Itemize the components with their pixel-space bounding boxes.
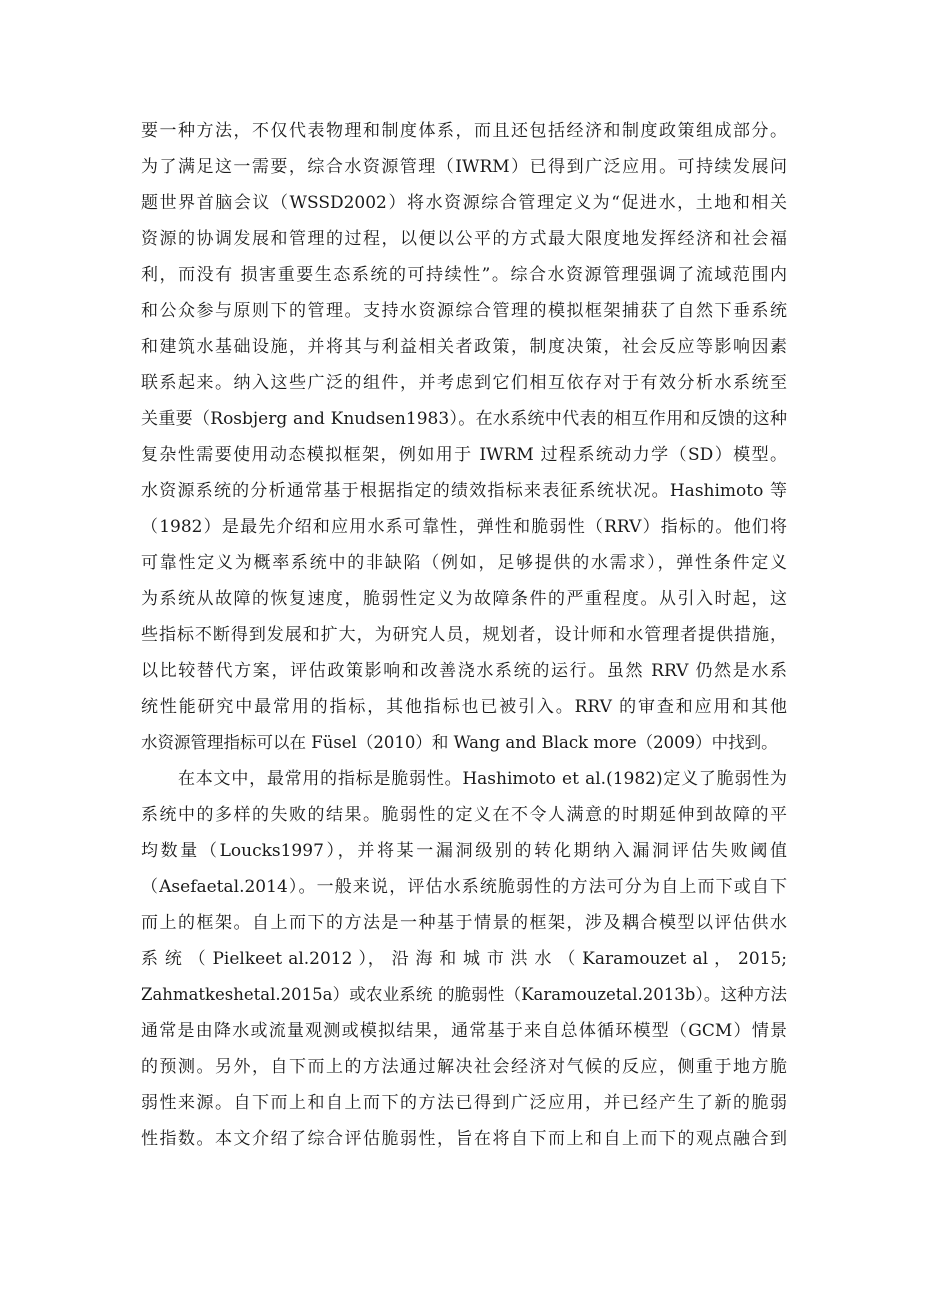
text-line: 些指标不断得到发展和扩大，为研究人员，规划者，设计师和水管理者提供措施， — [141, 625, 787, 645]
text-line: 复杂性需要使用动态模拟框架，例如用于 IWRM 过程系统动力学（SD）模型。 — [141, 445, 787, 465]
text-line: 均数量（Loucks1997），并将某一漏洞级别的转化期纳入漏洞评估失败阈值 — [141, 841, 787, 861]
text-line: 而上的框架。自上而下的方法是一种基于情景的框架，涉及耦合模型以评估供水 — [141, 913, 787, 933]
text-line: 为了满足这一需要，综合水资源管理（IWRM）已得到广泛应用。可持续发展问 — [141, 157, 787, 177]
text-line: 以比较替代方案，评估政策影响和改善浇水系统的运行。虽然 RRV 仍然是水系 — [141, 661, 787, 681]
text-line: 和公众参与原则下的管理。支持水资源综合管理的模拟框架捕获了自然下垂系统 — [141, 301, 787, 321]
text-line: （Asefaetal.2014）。一般来说，评估水系统脆弱性的方法可分为自上而下或自下 — [141, 877, 787, 897]
text-line: 水资源管理指标可以在 Füsel（2010）和 Wang and Black more（2009）中找到。 — [141, 733, 778, 752]
text-line: 性指数。本文介绍了综合评估脆弱性，旨在将自下而上和自上而下的观点融合到 — [141, 1129, 787, 1149]
text-line: 的预测。另外，自下而上的方法通过解决社会经济对气候的反应，侧重于地方脆 — [141, 1057, 787, 1077]
text-line: 题世界首脑会议（WSSD2002）将水资源综合管理定义为“促进水，土地和相关 — [141, 193, 787, 213]
text-line: 联系起来。纳入这些广泛的组件，并考虑到它们相互依存对于有效分析水系统至 — [141, 373, 787, 393]
text-line: 通常是由降水或流量观测或模拟结果，通常基于来自总体循环模型（GCM）情景 — [141, 1021, 787, 1041]
text-line: 弱性来源。自下而上和自上而下的方法已得到广泛应用，并已经产生了新的脆弱 — [141, 1093, 787, 1113]
text-line: 关重要（Rosbjerg and Knudsen1983）。在水系统中代表的相互作用和反馈的这种 — [141, 409, 787, 429]
text-line: 系 统 （ Pielkeet al.2012 ）， 沿 海 和 城 市 洪 水 （ Karamouzet al ， 2015; — [141, 949, 787, 969]
text-line: Zahmatkeshetal.2015a）或农业系统 的脆弱性（Karamouzetal.2013b）。这种方法 — [141, 985, 787, 1004]
text-line: 系统中的多样的失败的结果。脆弱性的定义在不令人满意的时期延伸到故障的平 — [141, 805, 787, 825]
text-line: 统性能研究中最常用的指标，其他指标也已被引入。RRV 的审查和应用和其他 — [141, 697, 787, 717]
text-line: 和建筑水基础设施，并将其与利益相关者政策，制度决策，社会反应等影响因素 — [141, 337, 787, 357]
text-line: 为系统从故障的恢复速度，脆弱性定义为故障条件的严重程度。从引入时起，这 — [141, 589, 787, 609]
text-line: （1982）是最先介绍和应用水系可靠性，弹性和脆弱性（RRV）指标的。他们将 — [141, 517, 787, 537]
text-line: 可靠性定义为概率系统中的非缺陷（例如，足够提供的水需求），弹性条件定义 — [141, 553, 787, 573]
text-line: 水资源系统的分析通常基于根据指定的绩效指标来表征系统状况。Hashimoto 等 — [141, 481, 787, 501]
text-line: 利，而没有 损害重要生态系统的可持续性”。综合水资源管理强调了流域范围内 — [141, 265, 787, 285]
text-line: 要一种方法，不仅代表物理和制度体系，而且还包括经济和制度政策组成部分。 — [141, 121, 787, 141]
text-line: 在本文中，最常用的指标是脆弱性。Hashimoto et al.(1982)定义了脆弱性为 — [178, 769, 787, 789]
text-line: 资源的协调发展和管理的过程，以便以公平的方式最大限度地发挥经济和社会福 — [141, 229, 787, 249]
